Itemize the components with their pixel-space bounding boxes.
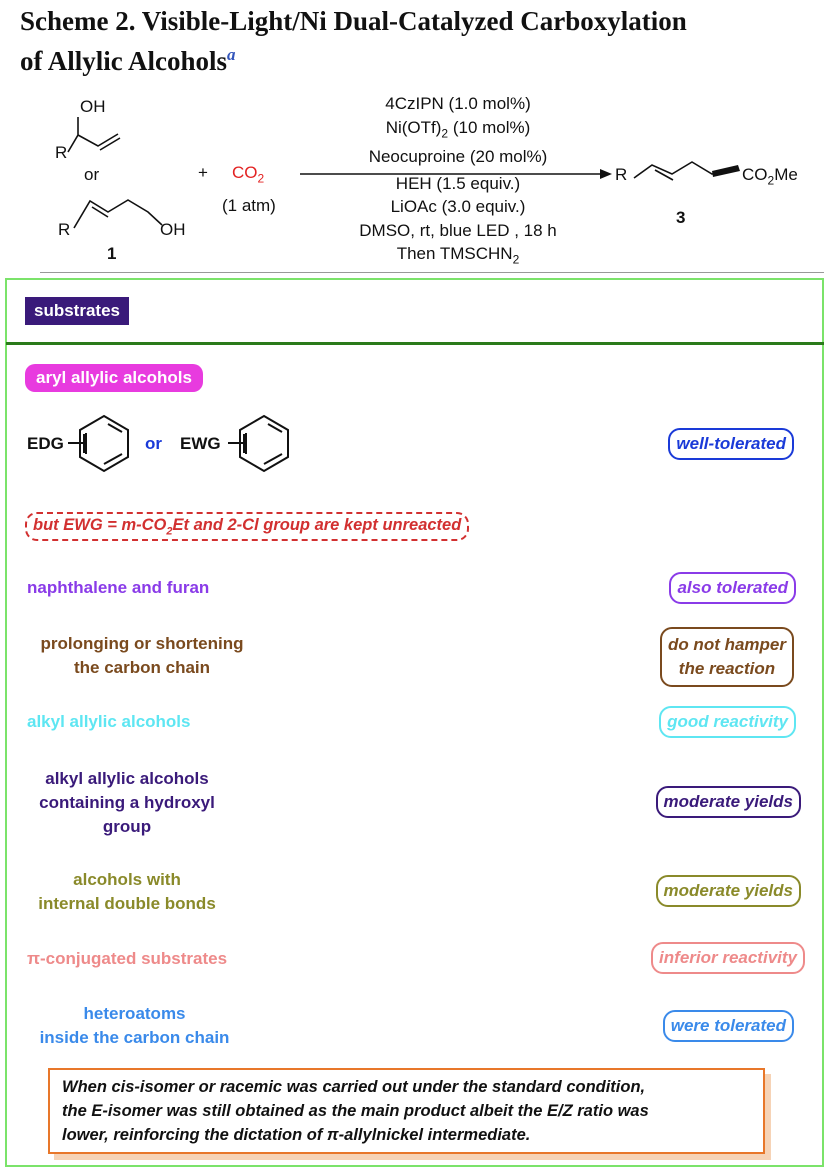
row-label-heteroatoms: heteroatoms inside the carbon chain [39, 1004, 230, 1047]
row-result-inferior-reactivity: inferior reactivity [651, 942, 805, 974]
co2-reagent: $CO_2$ [232, 163, 265, 186]
row-label-alkyl-hydroxyl: alkyl allylic alcohols containing a hydroxyl group [39, 769, 215, 836]
condition-line: DMSO, rt, blue LED , 18 h [359, 220, 557, 240]
r-bottom: R [58, 220, 71, 239]
product-ester: $CO_2Me$ [742, 165, 798, 188]
title-line-1: Scheme 2. Visible-Light/Ni Dual-Catalyzed Carboxylation [20, 6, 687, 36]
compound-label-1: 1 [107, 244, 117, 263]
row-result-do-not-hamper: do not hamper the reaction [660, 627, 794, 687]
row-label-alkyl: alkyl allylic alcohols [27, 712, 191, 731]
condition-line: Then $TMSCHN_2$ [396, 244, 520, 267]
row-result-also-tolerated: also tolerated [669, 572, 796, 604]
or-text: or [84, 165, 100, 184]
oh-bottom: OH [160, 220, 186, 239]
well-tolerated-pill: well-tolerated [668, 428, 794, 460]
ewg-bond [228, 434, 244, 453]
row-result-moderate-yields-2: moderate yields [656, 875, 801, 907]
r-top: R [55, 143, 68, 162]
scheme-divider [40, 272, 824, 273]
condition-line: 4CzIPN (1.0 mol%) [385, 94, 531, 113]
title-line-2: of Allylic Alcohols [20, 46, 228, 76]
ewg-label: EWG [180, 434, 221, 453]
row-label-chain-length: prolonging or shortening the carbon chain [40, 634, 244, 677]
condition-line: LiOAc (3.0 equiv.) [390, 197, 526, 217]
unreacted-warning: but EWG = $m-CO_2Et$ and 2-Cl group are kept unreacted [25, 512, 469, 541]
oh-top: OH [80, 97, 106, 116]
aryl-allylic-alcohols-tag: aryl allylic alcohols [25, 364, 203, 392]
product-wedge-bond [712, 165, 740, 177]
row-result-moderate-yields-1: moderate yields [656, 786, 801, 818]
edg-label: EDG [27, 434, 64, 453]
benzene-ring-edg [80, 416, 128, 471]
plus-sign: + [198, 163, 208, 182]
panel-rule [6, 342, 824, 345]
benzene-double-bonds-edg [86, 424, 122, 464]
allylic-alcohol-linear-bonds [74, 200, 162, 228]
co2-pressure: (1 atm) [222, 196, 276, 215]
isomer-note: When cis-isomer or racemic was carried out under the standard condition, the E-isomer was still obtained as the main product albeit the E/Z ratio was lower, reinforcing the dictation of π-allylnickel intermediate. [48, 1068, 765, 1154]
row-label-internal-double-bonds: alcohols with internal double bonds [38, 870, 216, 913]
edg-bond [68, 434, 84, 453]
condition-line: Neocuproine (20 mol%) [368, 147, 548, 167]
reaction-conditions [300, 92, 616, 272]
condition-line: $Ni(OTf)_2$ (10 mol%) [385, 117, 531, 140]
row-label-naphthalene: naphthalene and furan [27, 578, 210, 597]
condition-line: HEH (1.5 equiv.) [395, 173, 521, 193]
benzene-double-bonds-ewg [246, 424, 282, 464]
product-r: R [615, 165, 628, 184]
footnote-mark: a [227, 45, 236, 64]
allylic-alcohol-branched-bonds [68, 117, 120, 152]
row-result-were-tolerated: were tolerated [663, 1010, 794, 1042]
row-label-pi-conjugated: π-conjugated substrates [27, 949, 228, 968]
substrates-tag: substrates [25, 297, 129, 325]
compound-label-3: 3 [676, 208, 686, 227]
row-result-good-reactivity: good reactivity [659, 706, 796, 738]
benzene-ring-ewg [240, 416, 288, 471]
or-label: or [145, 434, 162, 453]
